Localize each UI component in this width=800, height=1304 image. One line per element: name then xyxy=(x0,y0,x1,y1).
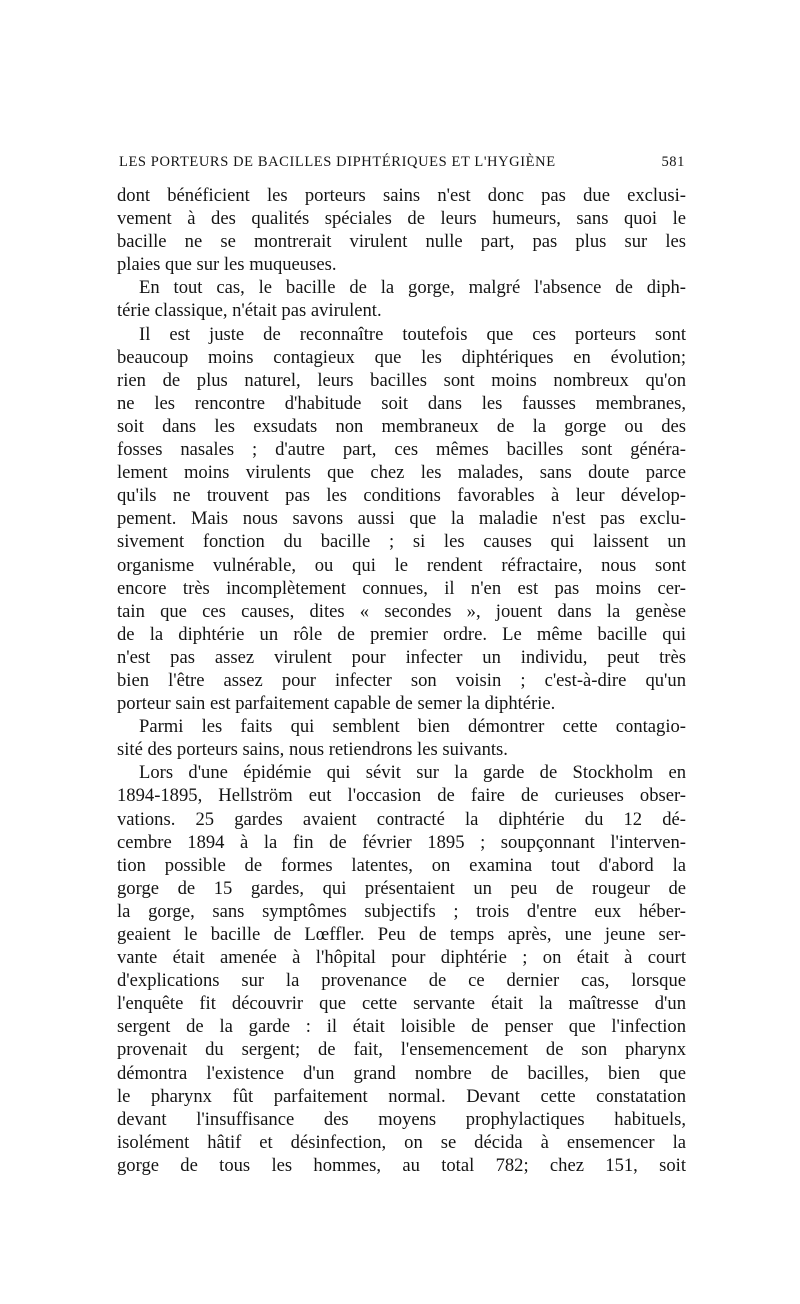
text-line: provenait du sergent; de fait, l'ensemencement de son pharynx xyxy=(117,1039,686,1061)
text-line: vement à des qualités spéciales de leurs humeurs, sans quoi le xyxy=(117,208,686,230)
text-line: pement. Mais nous savons aussi que la maladie n'est pas exclu- xyxy=(117,508,686,530)
text-line: rien de plus naturel, leurs bacilles sont moins nombreux qu'on xyxy=(117,369,686,391)
text-line: bien l'être assez pour infecter son voisin ; c'est-à-dire qu'un xyxy=(117,669,686,691)
text-line: térie classique, n'était pas avirulent. xyxy=(117,300,382,322)
text-line: la gorge, sans symptômes subjectifs ; trois d'entre eux héber- xyxy=(117,900,686,922)
text-line: qu'ils ne trouvent pas les conditions favorables à leur dévelop- xyxy=(117,485,686,507)
text-line: encore très incomplètement connues, il n'en est pas moins cer- xyxy=(117,577,686,599)
page-number: 581 xyxy=(661,154,685,170)
text-line: fosses nasales ; d'autre part, ces mêmes bacilles sont généra- xyxy=(117,439,686,461)
text-line: le pharynx fût parfaitement normal. Devant cette constatation xyxy=(117,1085,686,1107)
text-line: dont bénéficient les porteurs sains n'est donc pas due exclusi- xyxy=(117,185,686,206)
text-line: isolément hâtif et désinfection, on se décida à ensemencer la xyxy=(117,1131,686,1153)
text-line: soit dans les exsudats non membraneux de la gorge ou des xyxy=(117,415,686,437)
text-line: sité des porteurs sains, nous retiendrons les suivants. xyxy=(117,739,508,761)
running-head-title: LES PORTEURS DE BACILLES DIPHTÉRIQUES ET L'HYGIÈNE xyxy=(119,154,556,170)
text-line: gorge de 15 gardes, qui présentaient un peu de rougeur de xyxy=(117,877,686,899)
text-line: vante était amenée à l'hôpital pour diphtérie ; on était à court xyxy=(117,947,686,969)
text-line: cembre 1894 à la fin de février 1895 ; soupçonnant l'interven- xyxy=(117,831,686,853)
text-line: sergent de la garde : il était loisible de penser que l'infection xyxy=(117,1016,686,1038)
text-line: de la diphtérie un rôle de premier ordre. Le même bacille qui xyxy=(117,623,686,645)
text-line: Lors d'une épidémie qui sévit sur la garde de Stockholm en xyxy=(139,762,686,784)
text-line: n'est pas assez virulent pour infecter un individu, peut très xyxy=(117,646,686,668)
text-line: organisme vulnérable, ou qui le rendent réfractaire, nous sont xyxy=(117,554,686,576)
text-line: geaient le bacille de Lœffler. Peu de temps après, une jeune ser- xyxy=(117,924,686,945)
text-line: devant l'insuffisance des moyens prophylactiques habituels, xyxy=(117,1108,686,1130)
text-line: ne les rencontre d'habitude soit dans les fausses membranes, xyxy=(117,392,686,414)
text-line: 1894-1895, Hellström eut l'occasion de faire de curieuses obser- xyxy=(117,785,686,807)
text-line: plaies que sur les muqueuses. xyxy=(117,254,337,276)
text-line: En tout cas, le bacille de la gorge, malgré l'absence de diph- xyxy=(139,277,686,299)
text-line: sivement fonction du bacille ; si les causes qui laissent un xyxy=(117,531,686,553)
text-line: Parmi les faits qui semblent bien démontrer cette contagio- xyxy=(139,716,686,738)
text-line: beaucoup moins contagieux que les diphtériques en évolution; xyxy=(117,346,686,368)
text-line: démontra l'existence d'un grand nombre de bacilles, bien que xyxy=(117,1062,686,1084)
body-text xyxy=(117,184,686,1177)
text-line: tain que ces causes, dites « secondes », jouent dans la genèse xyxy=(117,600,686,622)
text-line: tion possible de formes latentes, on examina tout d'abord la xyxy=(117,854,686,876)
text-line: Il est juste de reconnaître toutefois que ces porteurs sont xyxy=(139,323,686,345)
text-line: vations. 25 gardes avaient contracté la diphtérie du 12 dé- xyxy=(117,808,686,830)
text-line: porteur sain est parfaitement capable de semer la diphtérie. xyxy=(117,693,556,715)
text-line: d'explications sur la provenance de ce dernier cas, lorsque xyxy=(117,970,686,992)
running-head xyxy=(119,150,685,174)
text-line: bacille ne se montrerait virulent nulle part, pas plus sur les xyxy=(117,231,686,253)
text-line: l'enquête fit découvrir que cette servante était la maîtresse d'un xyxy=(117,993,686,1015)
text-line: lement moins virulents que chez les malades, sans doute parce xyxy=(117,462,686,484)
text-line: gorge de tous les hommes, au total 782; chez 151, soit xyxy=(117,1154,686,1176)
